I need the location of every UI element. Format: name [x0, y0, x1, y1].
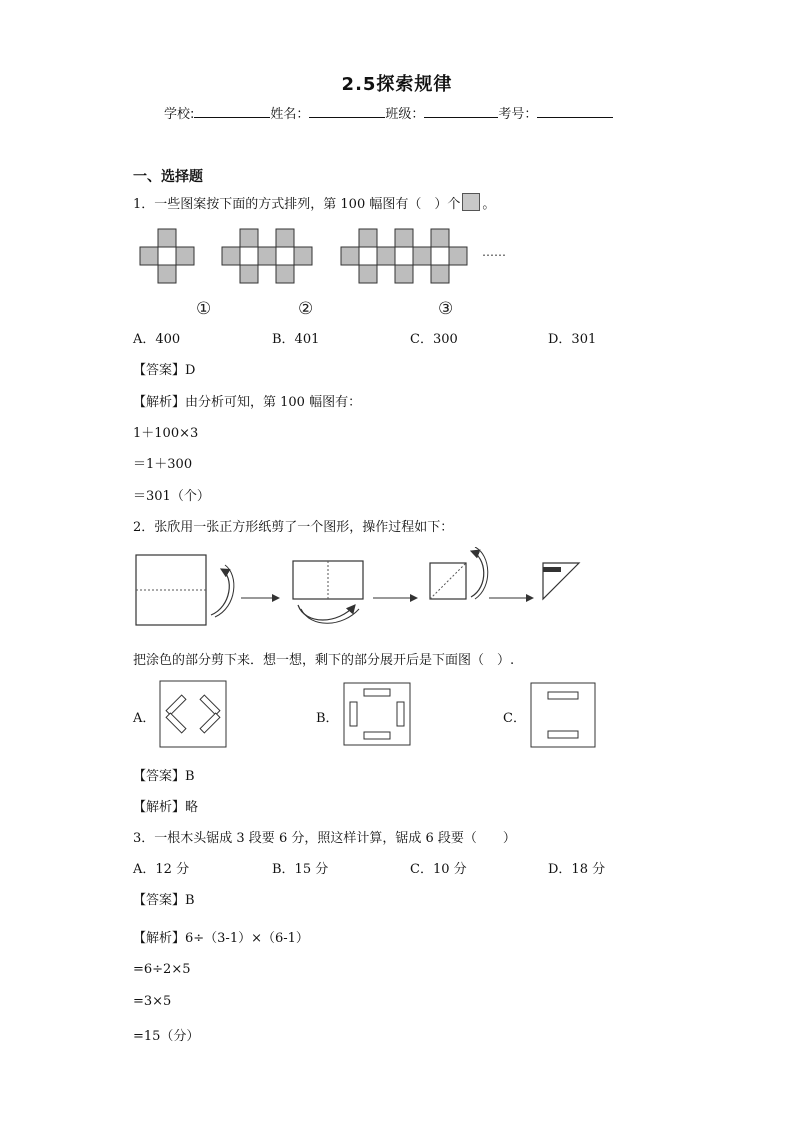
exam-no-label: 考号：: [498, 107, 538, 122]
q2-option-a-label[interactable]: A．: [133, 711, 156, 726]
q2-folding-process-figure: [133, 547, 585, 629]
q1-stem: 1．一些图案按下面的方式排列，第 100 幅图有（ ）个 。: [133, 193, 495, 212]
q1-option-a[interactable]: A．400: [133, 332, 181, 347]
q3-analysis: 【解析】6÷（3-1）×（6-1）: [133, 931, 309, 946]
q1-answer: 【答案】D: [133, 363, 196, 378]
q2-option-c-label[interactable]: C．: [503, 711, 526, 726]
fold-step-2: [293, 561, 363, 623]
student-info-line: [164, 103, 613, 122]
q3-step-1: =6÷2×5: [133, 962, 191, 977]
q1-step-2: ＝1＋300: [133, 457, 193, 472]
fold-step-3: [430, 547, 488, 599]
q1-option-d[interactable]: D．301: [548, 332, 597, 347]
q3-option-b[interactable]: B．15 分: [272, 862, 329, 877]
q3-step-2: =3×5: [133, 994, 172, 1009]
pattern-3: [341, 229, 467, 283]
q2-analysis: 【解析】略: [133, 800, 199, 815]
pattern-ellipsis: ……: [482, 245, 506, 259]
figure-label-1: ①: [196, 299, 212, 319]
class-label: 班级：: [385, 107, 425, 122]
school-blank[interactable]: [194, 105, 270, 118]
q1-pattern-figure: [136, 224, 516, 326]
name-label: 姓名：: [270, 107, 310, 122]
q2-option-b-figure[interactable]: [343, 682, 411, 746]
q3-stem: 3．一根木头锯成 3 段要 6 分，照这样计算，锯成 6 段要（ ）: [133, 831, 516, 846]
class-blank[interactable]: [424, 105, 498, 118]
q1-analysis: 【解析】由分析可知，第 100 幅图有：: [133, 395, 362, 410]
school-label: 学校:: [164, 107, 195, 122]
q2-option-a-figure[interactable]: [159, 680, 227, 748]
fold-step-4: [543, 563, 579, 599]
q2-option-b-label[interactable]: B．: [316, 711, 339, 726]
q3-step-3: =15（分）: [133, 1029, 200, 1044]
q3-option-d[interactable]: D．18 分: [548, 862, 606, 877]
q3-option-c[interactable]: C．10 分: [410, 862, 467, 877]
figure-label-3: ③: [438, 299, 454, 319]
q2-option-c-figure[interactable]: [530, 682, 596, 748]
q2-question: 把涂色的部分剪下来．想一想，剩下的部分展开后是下面图（ ）.: [133, 653, 515, 668]
q2-stem: 2．张欣用一张正方形纸剪了一个图形，操作过程如下：: [133, 520, 454, 535]
q1-step-3: ＝301（个）: [133, 489, 210, 504]
q2-answer: 【答案】B: [133, 769, 195, 784]
pattern-1: [140, 229, 194, 283]
figure-label-2: ②: [298, 299, 314, 319]
page-title: 2.5探索规律: [341, 74, 453, 95]
pattern-2: [222, 229, 312, 283]
q1-option-c[interactable]: C．300: [410, 332, 458, 347]
fold-step-1: [136, 555, 234, 625]
gray-square-icon: [462, 193, 480, 211]
exam-no-blank[interactable]: [537, 105, 613, 118]
section-title: 一、选择题: [133, 169, 203, 185]
q3-option-a[interactable]: A．12 分: [133, 862, 190, 877]
q1-option-b[interactable]: B．401: [272, 332, 320, 347]
name-blank[interactable]: [309, 105, 385, 118]
q3-answer: 【答案】B: [133, 893, 195, 908]
q1-step-1: 1＋100×3: [133, 426, 199, 441]
